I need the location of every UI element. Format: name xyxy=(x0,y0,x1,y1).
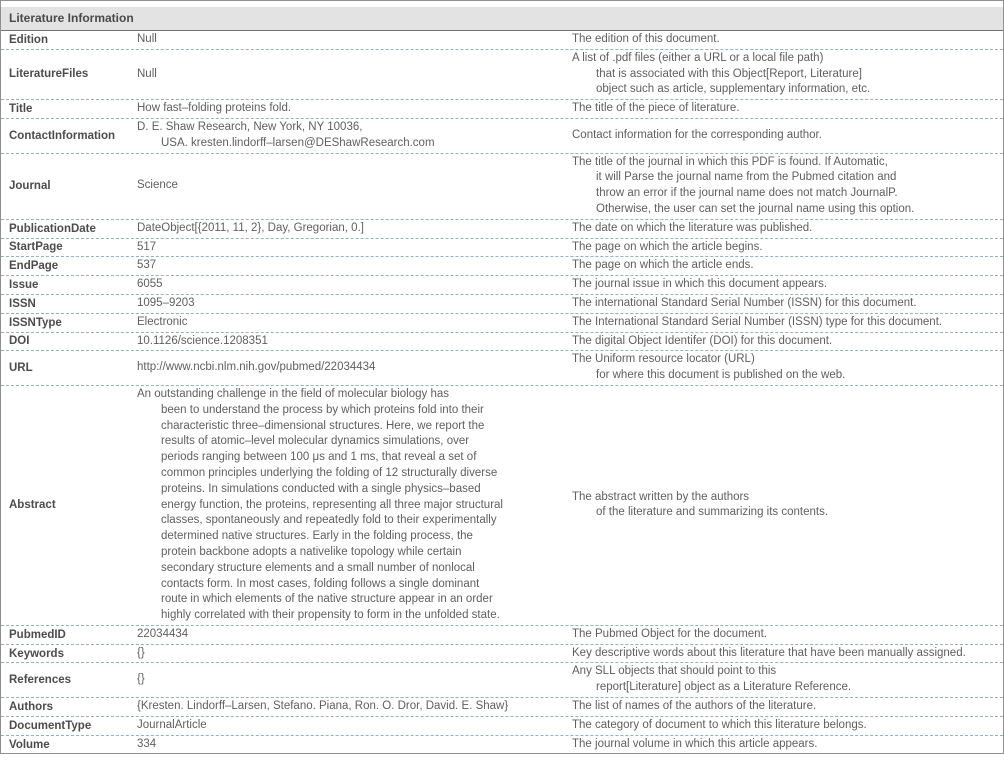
field-value xyxy=(137,672,572,688)
field-name: Authors xyxy=(9,700,54,713)
field-value xyxy=(137,67,572,83)
field-value xyxy=(137,258,572,274)
field-description-line: The title of the piece of literature. xyxy=(572,102,740,115)
field-description-line: Contact information for the corresponding author. xyxy=(572,128,822,141)
field-description-line: The international Standard Serial Number (ISSN) for this document. xyxy=(572,296,917,309)
field-description xyxy=(572,627,1003,643)
field-name: DOI xyxy=(9,335,30,348)
field-value-line: proteins. In simulations conducted with a single physics–based xyxy=(161,482,481,495)
field-description xyxy=(572,664,1003,696)
field-value-line: energy function, the proteins, representing all three major structural xyxy=(161,498,503,511)
field-value xyxy=(137,387,572,624)
field-value-line: 334 xyxy=(137,737,157,750)
field-value-line: periods ranging between 100 μs and 1 ms, that reveal a set of xyxy=(161,451,477,464)
field-value-line: An outstanding challenge in the field of molecular biology has xyxy=(137,387,449,400)
table-body xyxy=(1,31,1003,753)
field-value xyxy=(137,178,572,194)
table-row xyxy=(1,625,1003,644)
field-description-line: The journal issue in which this document appears. xyxy=(572,278,828,291)
field-description-line: of the literature and summarizing its contents. xyxy=(596,506,829,519)
field-value-line: characteristic three–dimensional structures. Here, we report the xyxy=(161,419,485,432)
field-value-line: classes, spontaneously and repeatedly fold to their experimentally xyxy=(161,514,497,527)
field-name: Volume xyxy=(9,738,50,751)
field-value-line: How fast–folding proteins fold. xyxy=(137,102,292,115)
table-row xyxy=(1,313,1003,332)
field-value-line: D. E. Shaw Research, New York, NY 10036, xyxy=(137,120,363,133)
field-description-line: The edition of this document. xyxy=(572,33,720,45)
field-value-line: {Kresten. Lindorff–Larsen, Stefano. Piana, Ron. O. Dror, David. E. Shaw} xyxy=(137,700,509,713)
field-value xyxy=(137,240,572,256)
field-value-line: common principles underlying the folding of 12 structurally diverse xyxy=(161,466,498,479)
table-row xyxy=(1,256,1003,275)
field-name: Title xyxy=(9,103,33,116)
field-description-line: The title of the journal in which this PDF is found. If Automatic, xyxy=(572,155,888,168)
field-value-line: DateObject[{2011, 11, 2}, Day, Gregorian, 0.] xyxy=(137,221,364,234)
field-name: PubmedID xyxy=(9,628,66,641)
field-description-line: The category of document to which this literature belongs. xyxy=(572,718,867,731)
field-description-line: The page on which the article begins. xyxy=(572,240,763,253)
field-value-line: http://www.ncbi.nlm.nih.gov/pubmed/22034434 xyxy=(137,361,376,374)
table-row xyxy=(1,219,1003,238)
table-row xyxy=(1,332,1003,351)
table-row xyxy=(1,644,1003,663)
field-value xyxy=(137,32,572,48)
field-value-line: secondary structure elements and a small number of nonlocal xyxy=(161,561,475,574)
field-value-line: JournalArticle xyxy=(137,718,207,731)
field-description xyxy=(572,315,1003,331)
field-description-line: Key descriptive words about this literature that have been manually assigned. xyxy=(572,646,966,659)
field-name: LiteratureFiles xyxy=(9,68,89,81)
field-description-line: for where this document is published on the web. xyxy=(596,369,846,382)
field-name: Issue xyxy=(9,279,39,292)
field-value xyxy=(137,718,572,734)
field-name: Edition xyxy=(9,33,48,46)
field-description-line: The date on which the literature was published. xyxy=(572,221,813,234)
field-name: Keywords xyxy=(9,647,64,660)
field-value-line: {} xyxy=(137,673,145,686)
table-row xyxy=(1,735,1003,754)
field-value-line: USA. kresten.lindorff–larsen@DEShawResearch.com xyxy=(161,136,435,149)
field-description xyxy=(572,258,1003,274)
field-value xyxy=(137,221,572,237)
field-value-line: determined native structures. Early in the folding process, the xyxy=(161,530,473,543)
field-description xyxy=(572,277,1003,293)
field-description-line: The journal volume in which this article appears. xyxy=(572,737,818,750)
field-value-line: protein backbone adopts a nativelike topology while certain xyxy=(161,545,462,558)
field-value-line: 22034434 xyxy=(137,627,189,640)
field-value xyxy=(137,277,572,293)
field-name: DocumentType xyxy=(9,719,92,732)
field-value xyxy=(137,737,572,753)
field-value-line: contacts form. In most cases, folding follows a single dominant xyxy=(161,577,480,590)
field-value xyxy=(137,120,572,152)
field-description xyxy=(572,737,1003,753)
field-value xyxy=(137,334,572,350)
table-row xyxy=(1,153,1003,219)
field-description-line: The Pubmed Object for the document. xyxy=(572,627,767,640)
field-description xyxy=(572,155,1003,218)
field-value xyxy=(137,699,572,715)
field-value-line: 1095–9203 xyxy=(137,296,195,309)
field-value-line: {} xyxy=(137,646,145,659)
field-name: StartPage xyxy=(9,241,63,254)
field-value-line: been to understand the process by which proteins fold into their xyxy=(161,403,484,416)
field-description-line: Otherwise, the user can set the journal name using this option. xyxy=(596,202,915,215)
field-value-line: 6055 xyxy=(137,278,163,291)
field-description xyxy=(572,352,1003,384)
field-description xyxy=(572,101,1003,117)
field-description xyxy=(572,221,1003,237)
table-row xyxy=(1,31,1003,49)
field-value xyxy=(137,646,572,662)
field-description-line: throw an error if the journal name does not match JournalP. xyxy=(596,187,898,200)
table-header xyxy=(1,7,1003,31)
field-name: References xyxy=(9,674,72,687)
field-value xyxy=(137,627,572,643)
table-row xyxy=(1,716,1003,735)
table-row xyxy=(1,697,1003,716)
field-name: ISSNType xyxy=(9,316,62,329)
field-description-line: report[Literature] object as a Literature Reference. xyxy=(596,681,852,694)
field-description xyxy=(572,718,1003,734)
field-description xyxy=(572,296,1003,312)
field-description xyxy=(572,240,1003,256)
field-value xyxy=(137,101,572,117)
field-description xyxy=(572,32,1003,48)
field-description xyxy=(572,646,1003,662)
field-description-line: The digital Object Identifer (DOI) for this document. xyxy=(572,334,833,347)
table-row xyxy=(1,238,1003,257)
field-value-line: Electronic xyxy=(137,315,188,328)
field-value-line: route in which elements of the native structure appear in an order xyxy=(161,593,493,606)
field-name: Journal xyxy=(9,180,51,193)
table-row xyxy=(1,99,1003,118)
field-name: ContactInformation xyxy=(9,129,116,142)
field-description-line: The International Standard Serial Number (ISSN) type for this document. xyxy=(572,315,943,328)
field-description xyxy=(572,334,1003,350)
table-row xyxy=(1,118,1003,153)
field-value xyxy=(137,315,572,331)
table-title: Literature Information xyxy=(9,11,134,25)
field-value-line: highly correlated with their propensity to form in the unfolded state. xyxy=(161,609,500,622)
table-row xyxy=(1,275,1003,294)
table-row xyxy=(1,385,1003,625)
table-row xyxy=(1,294,1003,313)
field-value-line: 10.1126/science.1208351 xyxy=(137,334,268,347)
field-description xyxy=(572,699,1003,715)
table-row xyxy=(1,49,1003,99)
field-value-line: Null xyxy=(137,67,157,80)
field-name: EndPage xyxy=(9,260,59,273)
field-value-line: 517 xyxy=(137,240,157,253)
field-name: URL xyxy=(9,362,33,375)
field-value-line: results of atomic–level molecular dynamics simulations, over xyxy=(161,435,470,448)
field-value-line: Science xyxy=(137,179,178,192)
table-row xyxy=(1,662,1003,697)
field-description xyxy=(572,128,1003,144)
field-value-line: Null xyxy=(137,33,157,45)
field-value-line: 537 xyxy=(137,259,157,272)
field-description xyxy=(572,51,1003,98)
field-description-line: A list of .pdf files (either a URL or a local file path) xyxy=(572,51,824,64)
field-description-line: that is associated with this Object[Report, Literature] xyxy=(596,67,862,80)
field-description-line: The Uniform resource locator (URL) xyxy=(572,353,755,366)
field-description xyxy=(572,490,1003,522)
field-description-line: The page on which the article ends. xyxy=(572,259,754,272)
table-row xyxy=(1,350,1003,385)
field-description-line: The list of names of the authors of the literature. xyxy=(572,700,817,713)
field-name: Abstract xyxy=(9,499,56,512)
field-name: ISSN xyxy=(9,297,36,310)
field-description-line: Any SLL objects that should point to this xyxy=(572,665,777,678)
field-value xyxy=(137,296,572,312)
field-description-line: object such as article, supplementary information, etc. xyxy=(596,83,871,96)
field-name: PublicationDate xyxy=(9,222,96,235)
field-description-line: it will Parse the journal name from the Pubmed citation and xyxy=(596,171,897,184)
field-value xyxy=(137,360,572,376)
field-description-line: The abstract written by the authors xyxy=(572,490,750,503)
